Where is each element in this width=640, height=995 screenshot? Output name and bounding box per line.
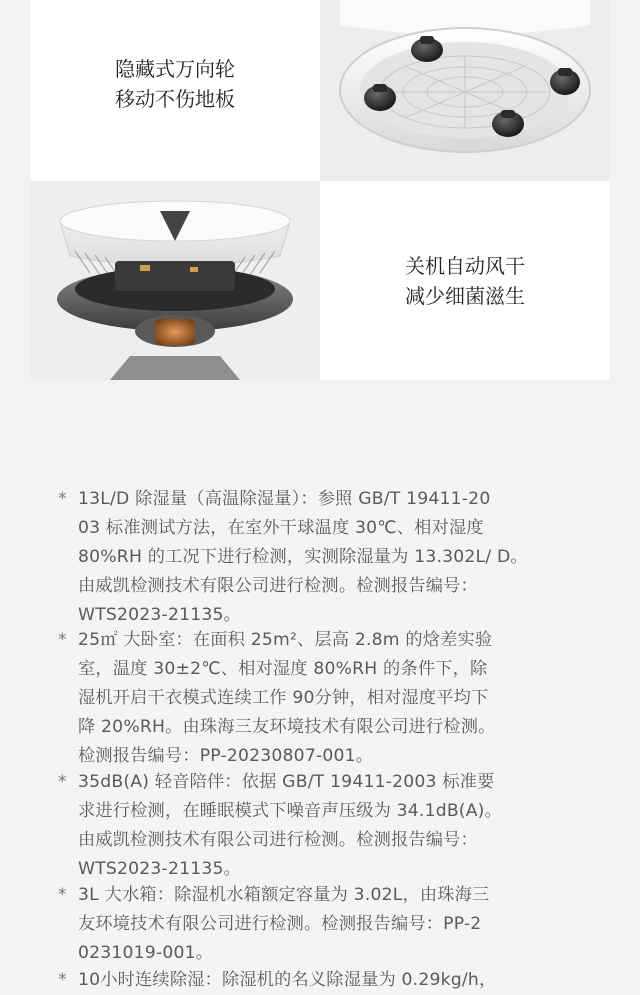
fan-image xyxy=(30,181,320,380)
footnote-line: 湿机开启干衣模式连续工作 90分钟，相对湿度平均下 xyxy=(78,688,489,708)
footnote-line: 10小时连续除湿：除湿机的名义除湿量为 0.29kg/h， xyxy=(78,970,497,990)
caption-line: 隐藏式万向轮 xyxy=(115,57,235,81)
feature-caption-dry xyxy=(320,181,610,380)
caption-line: 关机自动风干 xyxy=(405,254,525,278)
footnote-line: WTS2023-21135。 xyxy=(78,605,242,625)
footnote-line: 13L/D 除湿量（高温除湿量）：参照 GB/T 19411-20 xyxy=(78,489,491,509)
wheels-image xyxy=(320,0,610,181)
bullet-star: * xyxy=(58,772,67,792)
footnote-item xyxy=(58,768,588,884)
bullet-star: * xyxy=(58,489,67,509)
footnote-line: 由威凯检测技术有限公司进行检测。检测报告编号： xyxy=(78,576,478,596)
footnote-item xyxy=(58,626,588,771)
feature-caption-wheels xyxy=(30,0,320,181)
footnote-item xyxy=(58,485,588,630)
footnote-line: 求进行检测，在睡眠模式下噪音声压级为 34.1dB(A)。 xyxy=(78,801,502,821)
footnote-line: 降 20%RH。由珠海三友环境技术有限公司进行检测。 xyxy=(78,717,496,737)
bullet-star: * xyxy=(58,885,67,905)
footnote-item xyxy=(58,881,588,968)
footnote-line: 室，温度 30±2℃、相对湿度 80%RH 的条件下，除 xyxy=(78,659,488,679)
footnote-line: 80%RH 的工况下进行检测，实测除湿量为 13.302L/ D。 xyxy=(78,547,528,567)
footnotes xyxy=(0,426,640,991)
feature-caption xyxy=(320,251,610,311)
bullet-star: * xyxy=(58,630,67,650)
footnote-line: 由威凯检测技术有限公司进行检测。检测报告编号： xyxy=(78,830,478,850)
bullet-star: * xyxy=(58,970,67,990)
footnote-line: 0231019-001。 xyxy=(78,943,214,963)
feature-caption xyxy=(30,54,320,114)
footnote-line: WTS2023-21135。 xyxy=(78,859,242,879)
footnote-line: 03 标准测试方法，在室外干球温度 30℃、相对湿度 xyxy=(78,518,484,538)
feature-section xyxy=(0,0,640,426)
footnote-line: 25㎡ 大卧室：在面积 25m²、层高 2.8m 的焓差实验 xyxy=(78,630,493,650)
footnote-line: 检测报告编号：PP-20230807-001。 xyxy=(78,746,374,766)
caption-line: 移动不伤地板 xyxy=(115,87,235,111)
footnote-line: 3L 大水箱：除湿机水箱额定容量为 3.02L，由珠海三 xyxy=(78,885,490,905)
footnote-line: 友环境技术有限公司进行检测。检测报告编号：PP-2 xyxy=(78,914,482,934)
footnote-line: 35dB(A) 轻音陪伴：依据 GB/T 19411-2003 标准要 xyxy=(78,772,495,792)
caption-line: 减少细菌滋生 xyxy=(405,284,525,308)
